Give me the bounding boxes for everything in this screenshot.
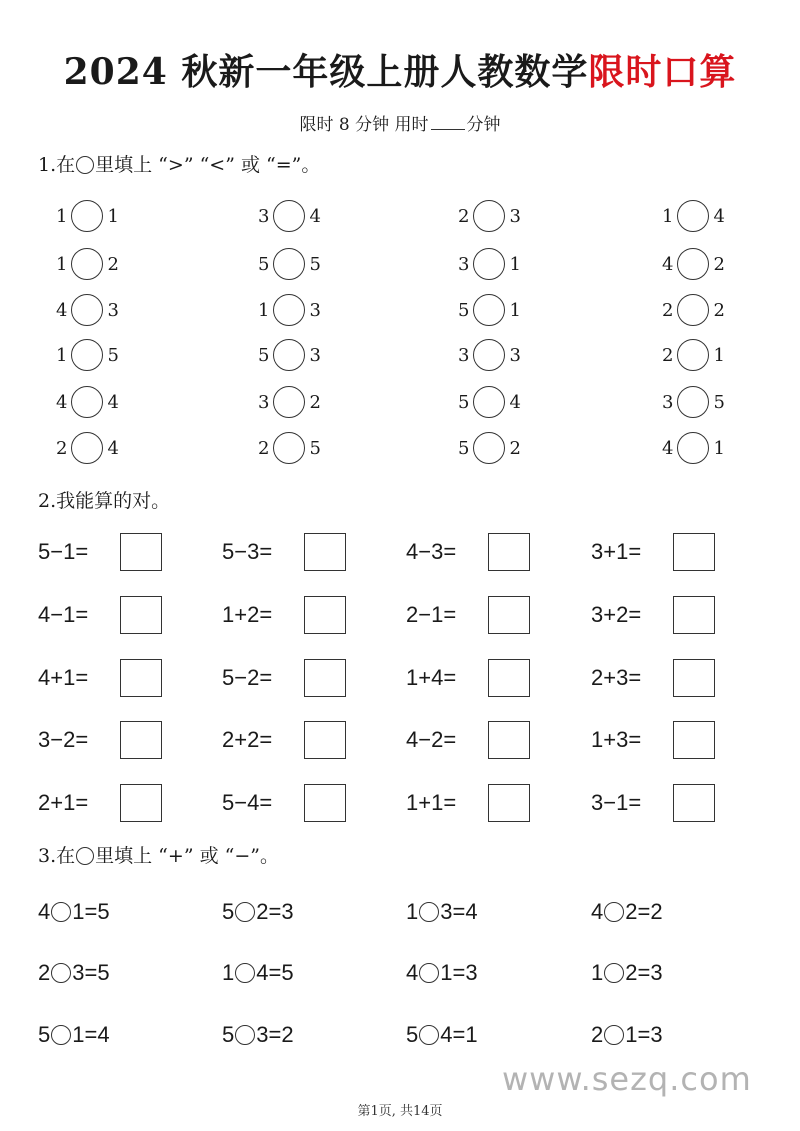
calc-item: [591, 532, 715, 572]
right-number: 4: [713, 205, 725, 227]
right-number: 4: [309, 205, 321, 227]
circle-icon: [76, 847, 94, 865]
operator-item: [38, 897, 110, 927]
compare-item: [258, 246, 321, 282]
equation-rest: 2=3: [625, 960, 663, 985]
answer-box[interactable]: [673, 659, 715, 697]
left-operand: 5: [222, 1022, 235, 1047]
left-operand: 1: [222, 960, 235, 985]
calc-item: [38, 720, 162, 760]
operator-circle[interactable]: [419, 963, 439, 983]
title-highlight: 限时口算: [588, 51, 737, 93]
left-number: 5: [458, 391, 470, 413]
equation-text: 4−2=: [406, 727, 457, 752]
operator-circle[interactable]: [235, 963, 255, 983]
right-number: 1: [713, 344, 725, 366]
right-number: 4: [107, 437, 119, 459]
time-unit-text: 分钟: [466, 115, 501, 135]
calc-item: [222, 532, 346, 572]
equation-text: 2+2=: [222, 727, 273, 752]
compare-item: [458, 198, 521, 234]
compare-item: [56, 430, 119, 466]
equation-text: 5−2=: [222, 665, 273, 690]
answer-box[interactable]: [673, 721, 715, 759]
left-number: 2: [458, 205, 470, 227]
answer-circle[interactable]: [473, 386, 505, 418]
compare-item: [258, 198, 321, 234]
equation-text: 5−1=: [38, 539, 89, 564]
operator-circle[interactable]: [604, 963, 624, 983]
operator-circle[interactable]: [51, 1025, 71, 1045]
left-number: 4: [662, 437, 674, 459]
left-number: 1: [56, 205, 68, 227]
answer-box[interactable]: [488, 659, 530, 697]
section-3-title: 3.在 里填上 “+” 或 “−”。: [38, 845, 279, 867]
left-number: 2: [56, 437, 68, 459]
calc-item: [406, 532, 530, 572]
operator-item: [591, 1020, 663, 1050]
compare-item: [458, 246, 521, 282]
compare-item: [458, 430, 521, 466]
answer-circle[interactable]: [71, 339, 103, 371]
calc-item: [406, 658, 530, 698]
right-number: 2: [509, 437, 521, 459]
operator-circle[interactable]: [419, 1025, 439, 1045]
calc-item: [406, 783, 530, 823]
answer-box[interactable]: [304, 596, 346, 634]
compare-item: [56, 198, 119, 234]
calc-item: [591, 720, 715, 760]
operator-circle[interactable]: [51, 902, 71, 922]
operator-circle[interactable]: [419, 902, 439, 922]
compare-item: [56, 337, 119, 373]
compare-item: [662, 384, 725, 420]
right-number: 5: [713, 391, 725, 413]
operator-item: [38, 1020, 110, 1050]
answer-circle[interactable]: [273, 339, 305, 371]
right-number: 1: [107, 205, 119, 227]
equation-rest: 4=1: [440, 1022, 478, 1047]
equation-text: 5−3=: [222, 539, 273, 564]
operator-item: [222, 958, 294, 988]
answer-box[interactable]: [120, 533, 162, 571]
answer-circle[interactable]: [473, 200, 505, 232]
left-operand: 4: [591, 899, 604, 924]
equation-rest: 3=5: [72, 960, 110, 985]
right-number: 4: [509, 391, 521, 413]
right-number: 4: [107, 391, 119, 413]
operator-item: [38, 958, 110, 988]
left-operand: 5: [222, 899, 235, 924]
equation-text: 2+1=: [38, 790, 89, 815]
answer-circle[interactable]: [677, 432, 709, 464]
equation-text: 3+2=: [591, 602, 642, 627]
section-1-title: 1.在 里填上 “>” “<” 或 “=”。: [38, 154, 321, 176]
operator-item: [406, 1020, 478, 1050]
operator-item: [222, 1020, 294, 1050]
operator-item: [591, 897, 663, 927]
calc-item: [591, 595, 715, 635]
section-2-title: 2.我能算的对。: [38, 490, 171, 512]
equation-text: 1+2=: [222, 602, 273, 627]
left-operand: 4: [406, 960, 419, 985]
left-operand: 5: [38, 1022, 51, 1047]
calc-item: [222, 595, 346, 635]
answer-circle[interactable]: [677, 200, 709, 232]
calc-item: [38, 532, 162, 572]
calc-item: [222, 720, 346, 760]
left-operand: 2: [591, 1022, 604, 1047]
equation-rest: 1=3: [440, 960, 478, 985]
left-number: 2: [662, 344, 674, 366]
equation-text: 1+4=: [406, 665, 457, 690]
calc-item: [591, 783, 715, 823]
compare-item: [458, 384, 521, 420]
answer-circle[interactable]: [473, 432, 505, 464]
right-number: 2: [713, 253, 725, 275]
calc-item: [38, 658, 162, 698]
equation-text: 2−1=: [406, 602, 457, 627]
right-number: 5: [107, 344, 119, 366]
left-number: 3: [258, 391, 270, 413]
answer-circle[interactable]: [677, 294, 709, 326]
left-operand: 1: [406, 899, 419, 924]
answer-circle[interactable]: [273, 432, 305, 464]
answer-circle[interactable]: [273, 294, 305, 326]
title-main: 2024 秋新一年级上册人教数学: [63, 51, 589, 93]
left-number: 1: [56, 344, 68, 366]
equation-rest: 4=5: [256, 960, 294, 985]
compare-item: [662, 292, 725, 328]
equation-rest: 2=2: [625, 899, 663, 924]
right-number: 3: [309, 299, 321, 321]
right-number: 3: [107, 299, 119, 321]
answer-circle[interactable]: [71, 248, 103, 280]
operator-circle[interactable]: [51, 963, 71, 983]
compare-item: [56, 384, 119, 420]
left-operand: 4: [38, 899, 51, 924]
left-number: 2: [258, 437, 270, 459]
equation-rest: 2=3: [256, 899, 294, 924]
left-number: 3: [258, 205, 270, 227]
answer-box[interactable]: [488, 533, 530, 571]
calc-item: [406, 595, 530, 635]
compare-item: [662, 198, 725, 234]
answer-circle[interactable]: [677, 386, 709, 418]
equation-text: 2+3=: [591, 665, 642, 690]
answer-circle[interactable]: [273, 248, 305, 280]
page-title: [0, 46, 800, 98]
operator-item: [406, 897, 478, 927]
answer-box[interactable]: [304, 784, 346, 822]
right-number: 1: [509, 253, 521, 275]
right-number: 1: [713, 437, 725, 459]
compare-item: [56, 292, 119, 328]
left-number: 5: [458, 299, 470, 321]
answer-box[interactable]: [304, 533, 346, 571]
operator-item: [406, 958, 478, 988]
subtitle: [0, 112, 800, 138]
equation-text: 3−2=: [38, 727, 89, 752]
page-footer: 第1页, 共14页: [357, 1104, 443, 1119]
left-number: 4: [56, 299, 68, 321]
answer-circle[interactable]: [473, 339, 505, 371]
compare-item: [662, 337, 725, 373]
answer-box[interactable]: [120, 596, 162, 634]
right-number: 3: [509, 344, 521, 366]
circle-icon: [76, 156, 94, 174]
left-number: 1: [662, 205, 674, 227]
left-number: 3: [458, 344, 470, 366]
answer-box[interactable]: [673, 596, 715, 634]
answer-circle[interactable]: [677, 248, 709, 280]
equation-rest: 1=3: [625, 1022, 663, 1047]
answer-box[interactable]: [304, 659, 346, 697]
operator-circle[interactable]: [604, 1025, 624, 1045]
calc-item: [38, 595, 162, 635]
compare-item: [56, 246, 119, 282]
left-operand: 5: [406, 1022, 419, 1047]
answer-box[interactable]: [488, 784, 530, 822]
compare-item: [662, 430, 725, 466]
calc-item: [38, 783, 162, 823]
operator-circle[interactable]: [604, 902, 624, 922]
operator-item: [591, 958, 663, 988]
answer-circle[interactable]: [273, 386, 305, 418]
compare-item: [458, 337, 521, 373]
right-number: 5: [309, 437, 321, 459]
answer-circle[interactable]: [677, 339, 709, 371]
right-number: 1: [509, 299, 521, 321]
left-number: 5: [258, 253, 270, 275]
answer-circle[interactable]: [71, 200, 103, 232]
right-number: 2: [107, 253, 119, 275]
calc-item: [222, 783, 346, 823]
equation-text: 3−1=: [591, 790, 642, 815]
answer-circle[interactable]: [71, 386, 103, 418]
left-number: 3: [662, 391, 674, 413]
calc-item: [222, 658, 346, 698]
answer-box[interactable]: [120, 784, 162, 822]
operator-circle[interactable]: [235, 902, 255, 922]
operator-circle[interactable]: [235, 1025, 255, 1045]
calc-item: [591, 658, 715, 698]
answer-box[interactable]: [120, 721, 162, 759]
left-operand: 1: [591, 960, 604, 985]
left-number: 4: [56, 391, 68, 413]
left-operand: 2: [38, 960, 51, 985]
answer-circle[interactable]: [273, 200, 305, 232]
compare-item: [258, 292, 321, 328]
right-number: 3: [509, 205, 521, 227]
answer-box[interactable]: [304, 721, 346, 759]
left-number: 1: [258, 299, 270, 321]
equation-text: 1+1=: [406, 790, 457, 815]
answer-box[interactable]: [673, 533, 715, 571]
compare-item: [258, 337, 321, 373]
equation-text: 4−1=: [38, 602, 89, 627]
compare-item: [662, 246, 725, 282]
equation-rest: 3=2: [256, 1022, 294, 1047]
left-number: 1: [56, 253, 68, 275]
answer-circle[interactable]: [71, 432, 103, 464]
left-number: 5: [258, 344, 270, 366]
answer-circle[interactable]: [71, 294, 103, 326]
compare-item: [258, 430, 321, 466]
equation-text: 4+1=: [38, 665, 89, 690]
answer-circle[interactable]: [473, 248, 505, 280]
time-limit-text: 限时 8 分钟 用时: [299, 115, 429, 135]
left-number: 3: [458, 253, 470, 275]
right-number: 5: [309, 253, 321, 275]
equation-rest: 1=5: [72, 899, 110, 924]
equation-text: 3+1=: [591, 539, 642, 564]
time-used-blank[interactable]: [431, 114, 465, 130]
equation-text: 1+3=: [591, 727, 642, 752]
right-number: 3: [309, 344, 321, 366]
right-number: 2: [713, 299, 725, 321]
answer-box[interactable]: [120, 659, 162, 697]
answer-box[interactable]: [488, 721, 530, 759]
equation-rest: 1=4: [72, 1022, 110, 1047]
answer-box[interactable]: [673, 784, 715, 822]
left-number: 5: [458, 437, 470, 459]
answer-box[interactable]: [488, 596, 530, 634]
calc-item: [406, 720, 530, 760]
equation-rest: 3=4: [440, 899, 478, 924]
left-number: 2: [662, 299, 674, 321]
equation-text: 5−4=: [222, 790, 273, 815]
right-number: 2: [309, 391, 321, 413]
compare-item: [258, 384, 321, 420]
watermark: www.sezq.com: [502, 1060, 752, 1098]
answer-circle[interactable]: [473, 294, 505, 326]
operator-item: [222, 897, 294, 927]
equation-text: 4−3=: [406, 539, 457, 564]
compare-item: [458, 292, 521, 328]
left-number: 4: [662, 253, 674, 275]
